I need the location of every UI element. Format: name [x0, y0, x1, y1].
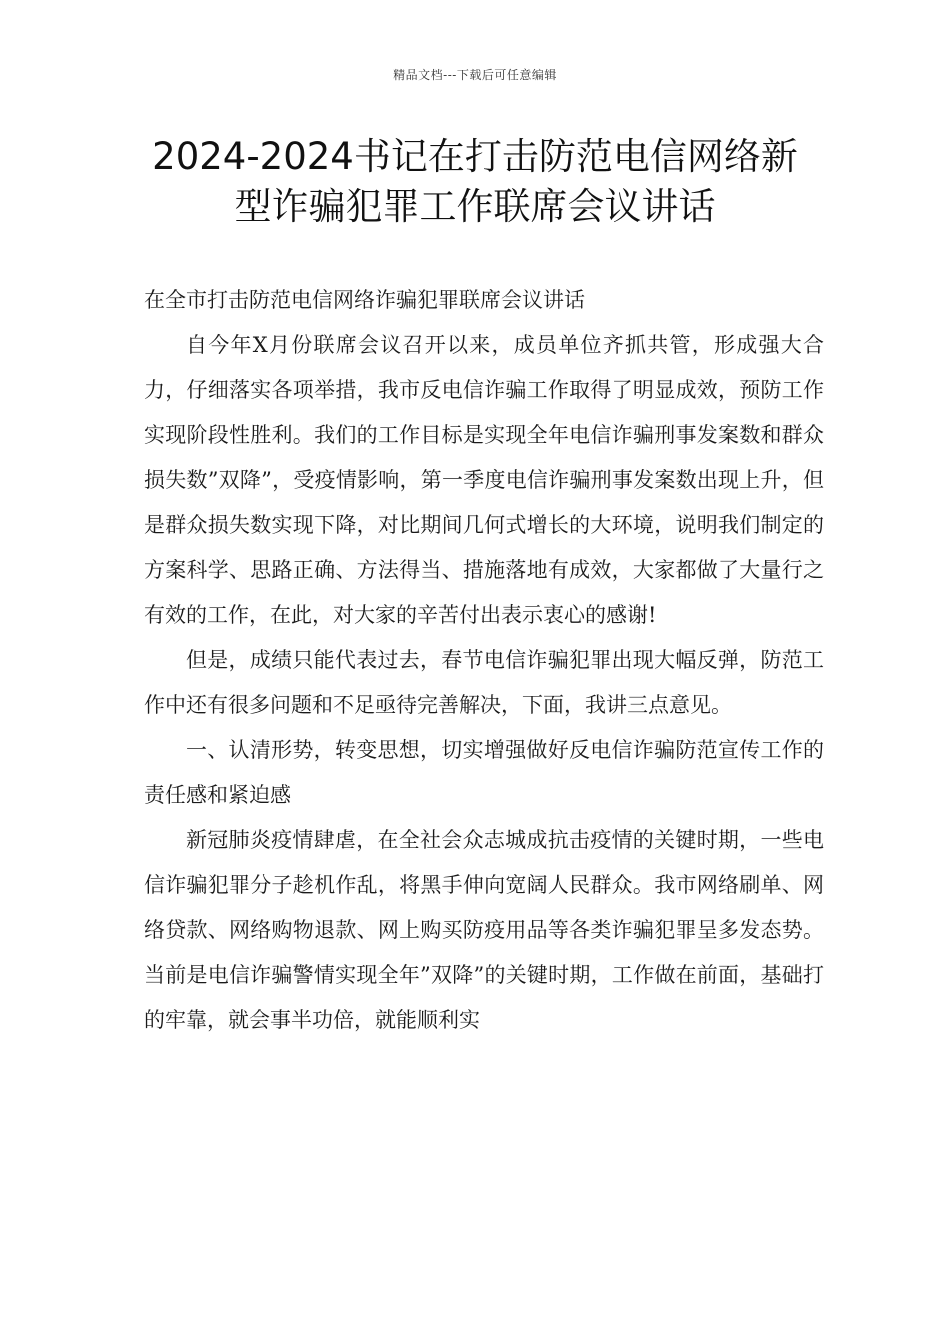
section-heading: 一、认清形势，转变思想，切实增强做好反电信诈骗防范宣传工作的责任感和紧迫感: [144, 738, 824, 807]
header-note: 精品文档---下载后可任意编辑: [393, 68, 557, 82]
document-body: [144, 278, 824, 1043]
subtitle-paragraph: 在全市打击防范电信网络诈骗犯罪联席会议讲话: [144, 288, 585, 312]
title-line-1: 2024-2024书记在打击防范电信网络新: [152, 135, 798, 178]
document-title: [120, 132, 830, 232]
body-paragraph: 新冠肺炎疫情肆虐，在全社会众志城成抗击疫情的关键时期，一些电信诈骗犯罪分子趁机作乱，将黑手伸向宽阔人民群众。我市网络刷单、网络贷款、网络购物退款、网上购买防疫用品等各类诈骗犯罪呈多发态势。当前是电信诈骗警情实现全年”双降”的关键时期，工作做在前面，基础打的牢靠，就会事半功倍，就能顺利实: [144, 828, 824, 1032]
body-paragraph: 自今年X月份联席会议召开以来，成员单位齐抓共管，形成强大合力，仔细落实各项举措，我市反电信诈骗工作取得了明显成效，预防工作实现阶段性胜利。我们的工作目标是实现全年电信诈骗刑事发案数和群众损失数”双降”，受疫情影响，第一季度电信诈骗刑事发案数出现上升，但是群众损失数实现下降，对比期间几何式增长的大环境，说明我们制定的方案科学、思路正确、方法得当、措施落地有成效，大家都做了大量行之有效的工作，在此，对大家的辛苦付出表示衷心的感谢!: [144, 333, 824, 627]
body-paragraph: 但是，成绩只能代表过去，春节电信诈骗犯罪出现大幅反弹，防范工作中还有很多问题和不足亟待完善解决，下面，我讲三点意见。: [144, 648, 824, 717]
title-line-2: 型诈骗犯罪工作联席会议讲话: [234, 185, 716, 228]
